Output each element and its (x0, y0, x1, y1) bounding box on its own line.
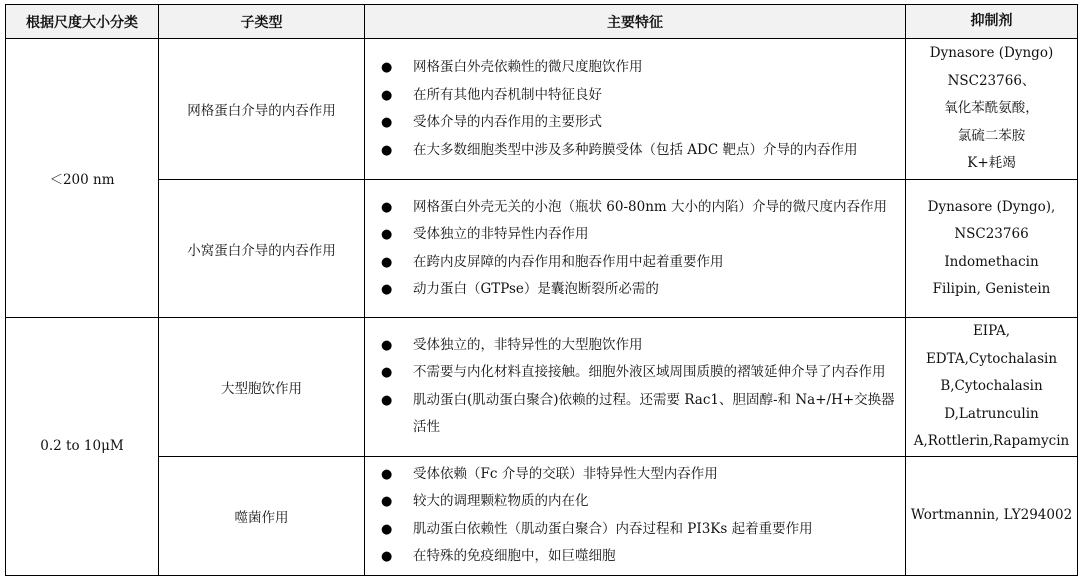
feature-item: ● 受体独立的，非特异性的大型胞饮作用 (375, 332, 897, 360)
inhibitor-line: B,Cytochalasin (940, 378, 1043, 394)
inhibitors-cell (906, 180, 1078, 318)
feature-item: ● 受体独立的非特异性内吞作用 (375, 221, 897, 249)
table-row (6, 456, 1078, 575)
inhibitors-cell (906, 456, 1078, 575)
inhibitor-line: NSC23766 (954, 226, 1029, 242)
inhibitors-cell (906, 39, 1078, 180)
feature-item: ● 在所有其他内吞机制中特征良好 (375, 82, 897, 110)
header-subtype: 子类型 (159, 5, 365, 39)
feature-item: ● 在跨内皮屏障的内吞作用和胞吞作用中起着重要作用 (375, 249, 897, 277)
inhibitor-line: NSC23766、 (947, 72, 1036, 89)
endocytosis-table (5, 4, 1078, 576)
inhibitor-line: EIPA, (972, 323, 1011, 339)
inhibitor-line: 氧化苯酰氨酸， (944, 100, 1039, 117)
inhibitor-line: A,Rottlerin,Rapamycin (913, 433, 1070, 449)
subtype-cell: 大型胞饮作用 (159, 318, 365, 457)
feature-item: ● 肌动蛋白(肌动蛋白聚合)依赖的过程。还需要 Rac1、胆固醇-和 Na+/H+交换器活性 (375, 387, 897, 442)
subtype-cell: 网格蛋白介导的内吞作用 (159, 39, 365, 180)
inhibitor-line: D,Latrunculin (944, 405, 1039, 422)
table-row (6, 180, 1078, 318)
header-row (6, 5, 1078, 39)
feature-item: ● 动力蛋白（GTPse）是囊泡断裂所必需的 (375, 276, 897, 304)
inhibitor-line: 氯硫二苯胺 (957, 127, 1026, 144)
size-cell: ＜200 nm (6, 39, 159, 318)
feature-item: ● 受体依赖（Fc 介导的交联）非特异性大型内吞作用 (375, 461, 897, 489)
feature-item: ● 较大的调理颗粒物质的内在化 (375, 488, 897, 516)
header-inhibitors: 抑制剂 (906, 5, 1078, 39)
inhibitor-line: K+耗竭 (967, 155, 1016, 172)
feature-item: ● 在大多数细胞类型中涉及多种跨膜受体（包括 ADC 靶点）介导的内吞作用 (375, 137, 897, 165)
inhibitor-line: Indomethacin (944, 253, 1039, 270)
features-cell (365, 180, 906, 318)
feature-item: ● 肌动蛋白依赖性（肌动蛋白聚合）内吞过程和 PI3Ks 起着重要作用 (375, 516, 897, 544)
table-row (6, 318, 1078, 457)
inhibitor-line: EDTA,Cytochalasin (925, 350, 1058, 367)
inhibitor-line: Filipin, Genistein (932, 281, 1051, 297)
features-cell (365, 456, 906, 575)
features-cell (365, 318, 906, 457)
header-size: 根据尺度大小分类 (6, 5, 159, 39)
inhibitor-line: Dynasore (Dyngo), (927, 198, 1056, 215)
feature-item: ● 网格蛋白外壳无关的小泡（瓶状 60-80nm 大小的内陷）介导的微尺度内吞作用 (375, 194, 897, 222)
subtype-cell: 小窝蛋白介导的内吞作用 (159, 180, 365, 318)
features-cell (365, 39, 906, 180)
size-cell: 0.2 to 10μM (6, 318, 159, 576)
inhibitor-line: Dynasore (Dyngo) (929, 45, 1054, 62)
inhibitor-line: Wortmannin, LY294002 (910, 506, 1073, 523)
feature-item: ● 在特殊的免疫细胞中，如巨噬细胞 (375, 543, 897, 571)
feature-item: ● 不需要与内化材料直接接触。细胞外液区域周围质膜的褶皱延伸介导了内吞作用 (375, 359, 897, 387)
inhibitors-cell (906, 318, 1078, 457)
subtype-cell: 噬菌作用 (159, 456, 365, 575)
header-features: 主要特征 (365, 5, 906, 39)
table-row (6, 39, 1078, 180)
feature-item: ● 网格蛋白外壳依赖性的微尺度胞饮作用 (375, 54, 897, 82)
feature-item: ● 受体介导的内吞作用的主要形式 (375, 109, 897, 137)
